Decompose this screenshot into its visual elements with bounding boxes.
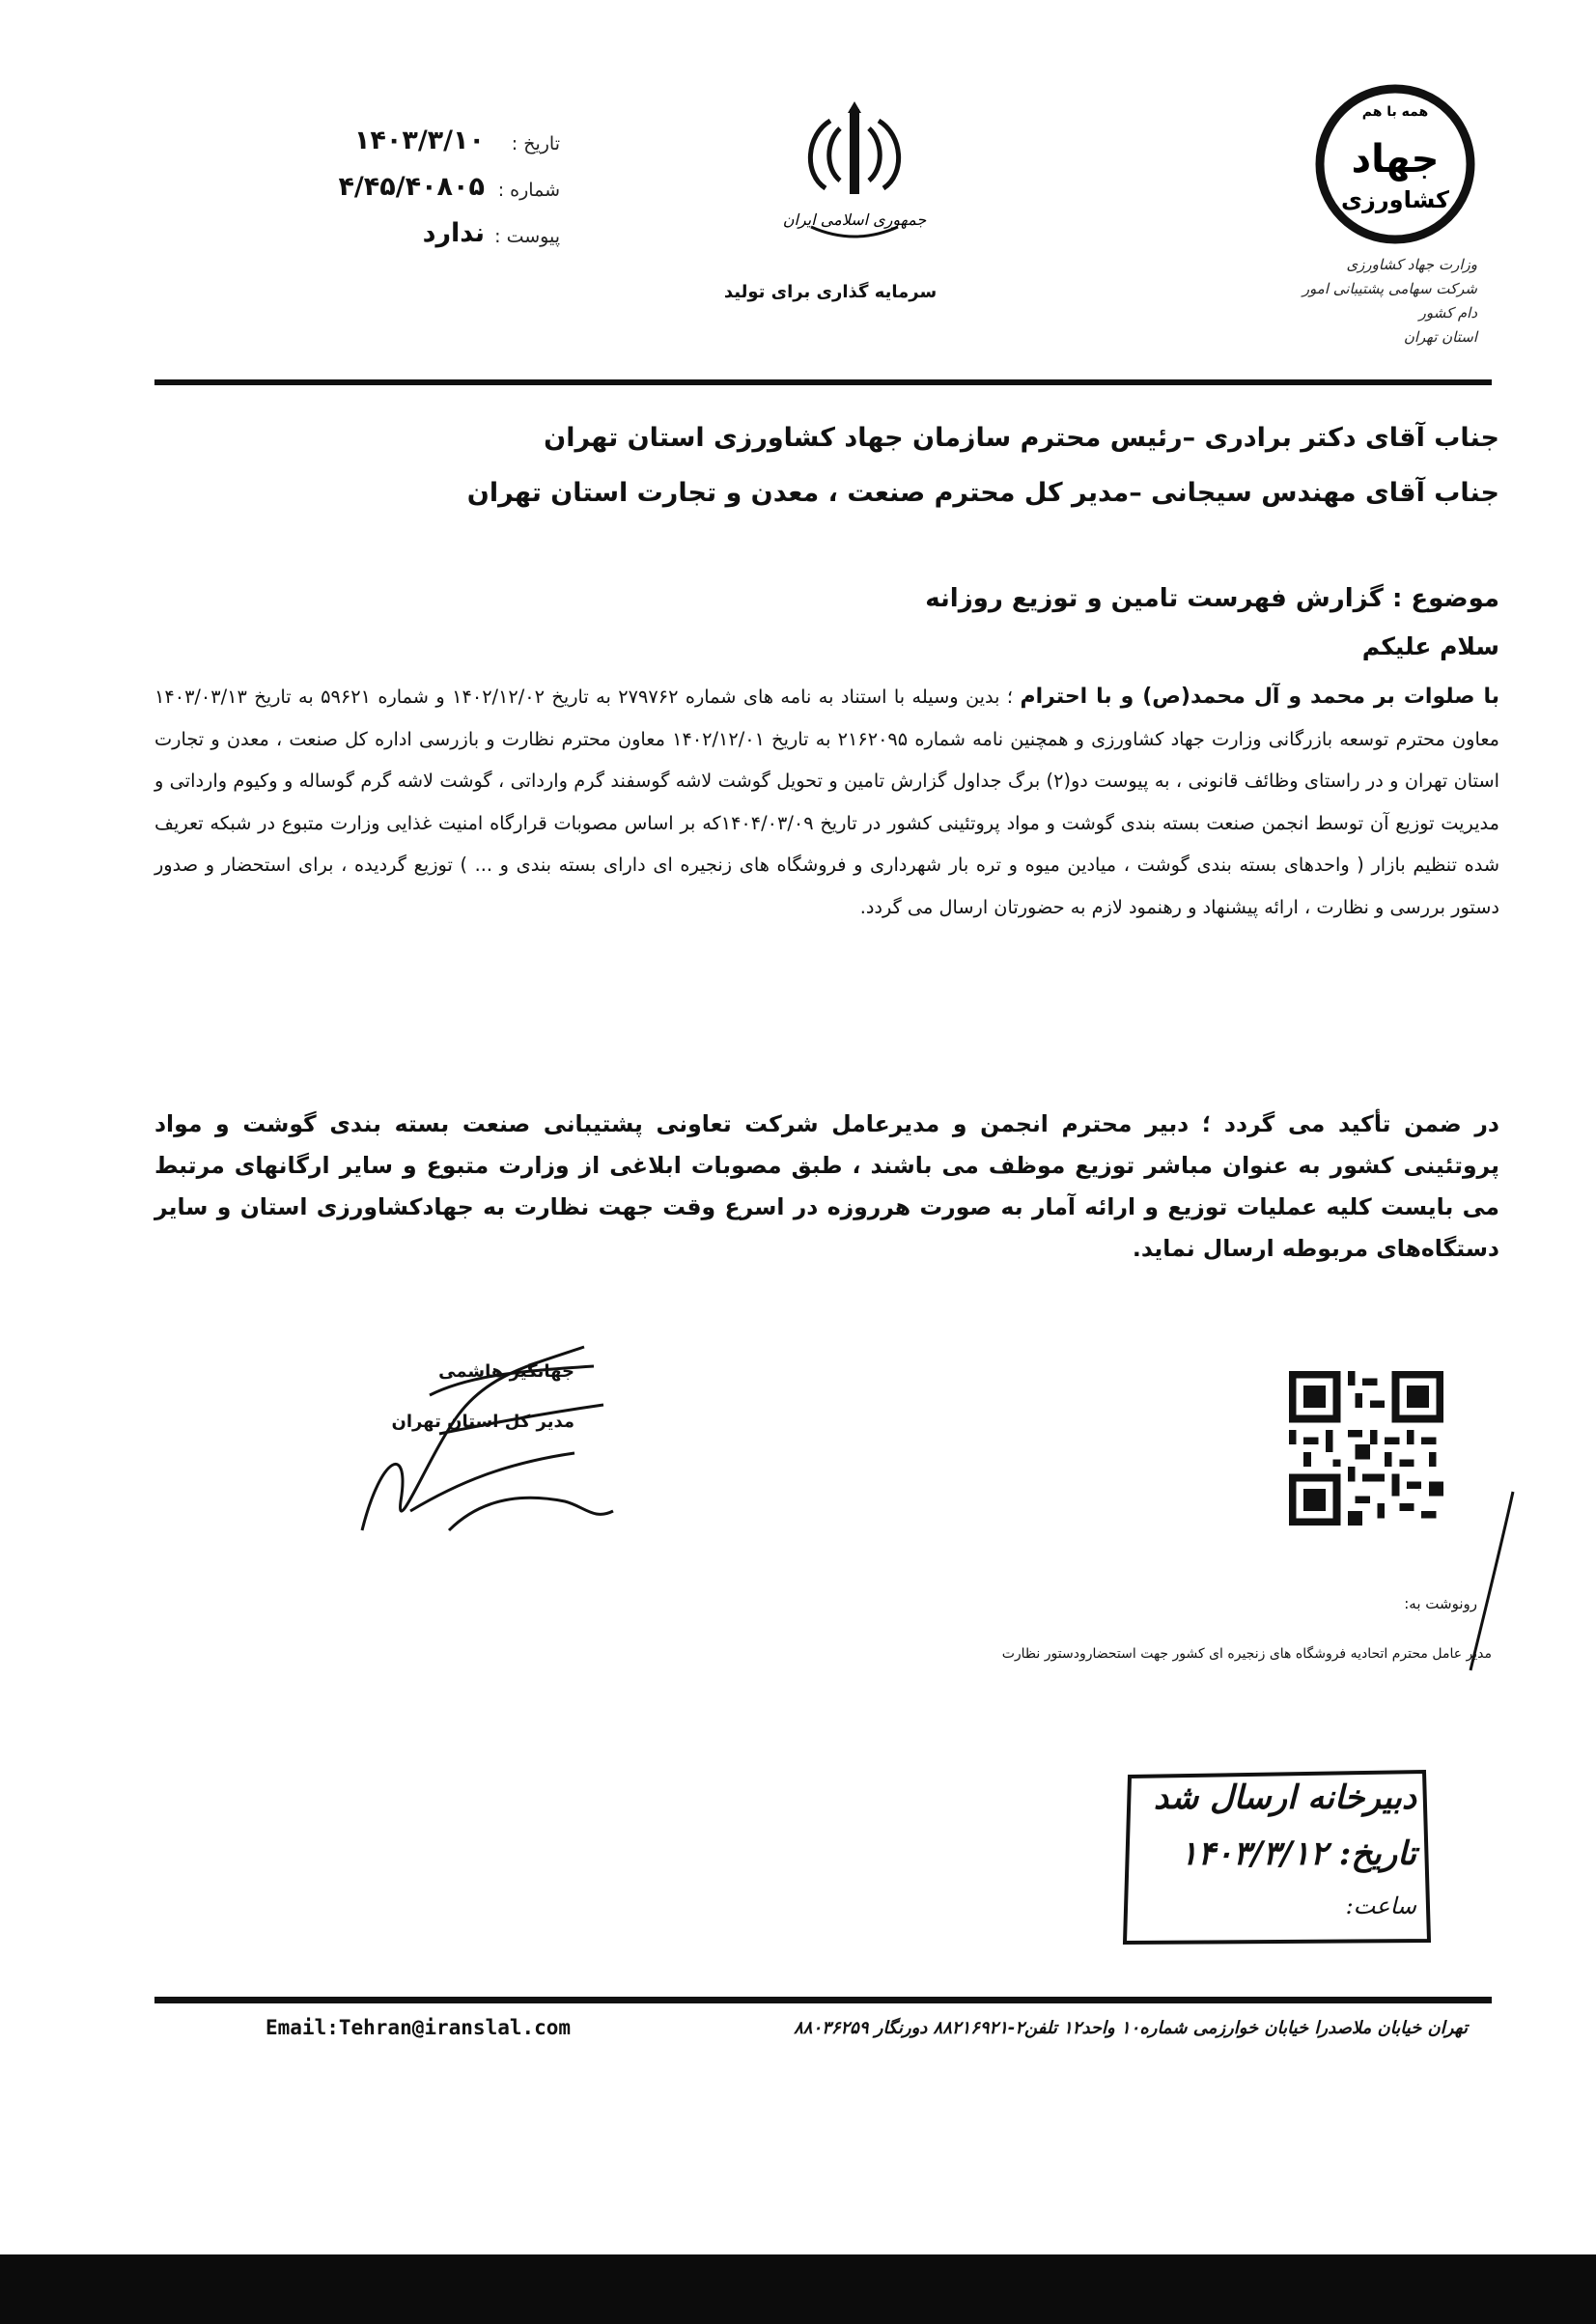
addressee-2: جناب آقای مهندس سیجانی –مدیر کل محترم صنعت ، معدن و تجارت استان تهران (466, 478, 1499, 508)
ministry-line-2: شرکت سهامی پشتیبانی امور دام کشور (1302, 280, 1477, 322)
qr-code (1289, 1371, 1443, 1526)
stamp-line-3: ساعت: (1345, 1892, 1416, 1919)
number-value: ۴/۴۵/۴۰۸۰۵ (338, 172, 485, 202)
jahad-keshavarzi-logo (1308, 77, 1482, 251)
ministry-name (1294, 253, 1477, 350)
addressee-1: جناب آقای دکتر برادری –رئیس محترم سازمان جهاد کشاورزی استان تهران (544, 423, 1499, 453)
number-label: شماره : (497, 180, 560, 201)
footer-rule (154, 1997, 1492, 2003)
letter-number (319, 172, 560, 210)
letter-subject: موضوع : گزارش فهرست تامین و توزیع روزانه (925, 584, 1499, 613)
paragraph-1-text: ؛ بدین وسیله با استناد به نامه های شماره ۲۷۹۷۶۲ به تاریخ ۱۴۰۲/۱۲/۰۲ و شماره ۵۹۶۲۱ به تاریخ ۱۴۰۳/۰۳/۱۳ معاون محترم توسعه بازرگانی وزارت جهاد کشاورزی و همچنین نامه شماره ۲۱۶۲۰۹۵ به تاریخ ۱۴۰۲/۱۲/۰۱ معاون محترم نظارت و بازرسی اداره کل صنعت ، معدن و تجارت استان تهران و در راستای وظائف قانونی ، به پیوست دو(۲) برگ جداول گزارش تامین و تحویل گوشت لاشه گوسفند گرم وارداتی ، گوشت لاشه گرم گوساله و وکیوم وارداتی و مدیریت توزیع آن توسط انجمن صنعت بسته بندی گوشت و مواد پروتئینی کشور در تاریخ ۱۴۰۴/۰۳/۰۹که بر اساس مصوبات قرارگاه امنیت غذایی وزارت متبوع در شبکه تعریف شده تنظیم بازار ( واحدهای بسته بندی گوشت ، میادین میوه و تره بار شهرداری و فروشگاه های زنجیره ای دارای بسته بندی و ... ) توزیع گردیده ، برای استحضار و صدور دستور بررسی و نظارت ، ارائه پیشنهاد و رهنمود لازم به حضورتان ارسال می گردد. (154, 686, 1500, 918)
ministry-line-3: استان تهران (1403, 328, 1477, 346)
stamp-line-2: تاریخ: ۱۴۰۳/۳/۱۲ (1180, 1834, 1416, 1873)
salutation: با صلوات بر محمد و آل محمد(ص) و با احترام (1020, 685, 1499, 709)
emblem-caption: جمهوری اسلامی ایران (782, 210, 927, 229)
body-paragraph-1 (154, 676, 1499, 928)
ministry-line-1: وزارت جهاد کشاورزی (1346, 256, 1477, 273)
greeting: سلام علیکم (1361, 632, 1499, 660)
scan-bottom-band (0, 2254, 1596, 2324)
stamp-line-1: دبیرخانه ارسال شد (1153, 1778, 1416, 1817)
letter-attachment (319, 218, 560, 257)
svg-text:همه با هم: همه با هم (1361, 104, 1429, 120)
signatory-title: مدیر کل استان تهران (391, 1412, 574, 1432)
cc-label: رونوشت به: (1404, 1595, 1477, 1612)
cc-recipient: مدیر عامل محترم اتحادیه فروشگاه های زنجیره ای کشور جهت استحضارودستور نظارت (1001, 1646, 1492, 1662)
attachment-value: ندارد (422, 218, 485, 248)
dispatch-stamp (1115, 1767, 1434, 1946)
svg-text:جهاد: جهاد (1351, 137, 1440, 182)
signatory-name: جهانگیر هاشمی (438, 1361, 574, 1382)
date-value: ۱۴۰۳/۳/۱۰ (353, 126, 485, 155)
footer-email: Email:Tehran@iranslal.com (266, 2016, 572, 2039)
svg-text:کشاورزی: کشاورزی (1341, 186, 1449, 213)
letter-date (319, 126, 560, 164)
date-label: تاریخ : (511, 133, 560, 154)
footer-address: تهران خیابان ملاصدرا خیابان خوارزمی شماره۱۰ واحد۱۲ تلفن۲-۸۸۲۱۶۹۲۱ دورنگار ۸۸۰۳۶۲۵۹ (794, 2018, 1468, 2038)
body-paragraph-2: در ضمن تأکید می گردد ؛ دبیر محترم انجمن و مدیرعامل شرکت تعاونی پشتیبانی صنعت بسته بندی گوشت و مواد پروتئینی کشور به عنوان مباشر توزیع موظف می باشند ، طبق مصوبات ابلاغی از وزارت متبوع و سایر ارگانهای مرتبط می بایست کلیه عملیات توزیع و ارائه آمار به صورت هرروزه در اسرع وقت جهت نظارت به جهادکشاورزی استان و سایر دستگاه‌های مربوطه ارسال نماید. (154, 1110, 1499, 1262)
slogan: سرمایه گذاری برای تولید (723, 282, 938, 302)
iran-emblem-logo (772, 92, 937, 256)
header-rule (154, 379, 1492, 385)
attachment-label: پیوست : (494, 226, 560, 247)
